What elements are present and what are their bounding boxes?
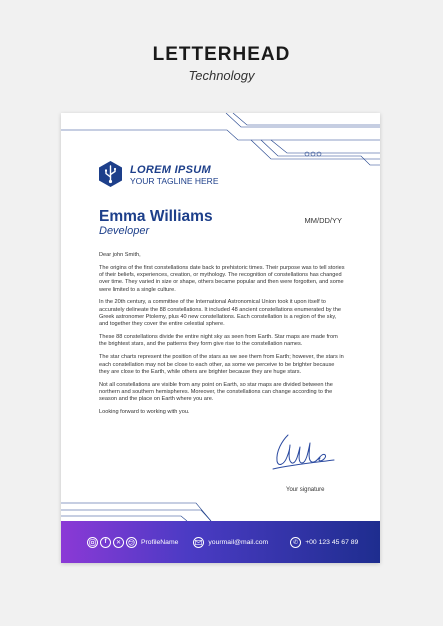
phone-icon: ✆ — [290, 537, 301, 548]
usb-hexagon-icon — [99, 161, 122, 187]
profile-name[interactable]: ProfileName — [141, 538, 179, 546]
email-address[interactable]: yourmail@mail.com — [208, 538, 269, 546]
handwritten-signature — [270, 431, 336, 479]
page-subtitle: Technology — [188, 68, 255, 83]
sender-name: Emma Williams — [99, 208, 213, 225]
letter-paragraph: Not all constellations are visible from any point on Earth, so star maps are divided between the northern and southern hemispheres. Moreover, the constellations can change according to the season and the place on Earth where you are. — [99, 381, 333, 403]
letter-closing: Looking forward to working with you. — [99, 409, 190, 416]
letter-paragraph: These 88 constellations divide the entire night sky as seen from Earth. Star maps are made from the brightest stars, and the patterns they form give rise to the constellation names. — [99, 334, 338, 348]
letter-paragraph: The star charts represent the position of the stars as we see them from Earth; however, the stars in each constellation may not be close to each other, as some we perceive to be brighter because they are close to the Earth, while others are brighter because they are huge stars. — [99, 354, 344, 375]
x-icon[interactable]: ✕ — [113, 537, 124, 548]
logo-tagline: YOUR TAGLINE HERE — [130, 176, 219, 186]
phone-contact — [290, 537, 358, 548]
signature-label: Your signature — [286, 487, 325, 493]
page-title: LETTERHEAD — [152, 44, 291, 65]
dribbble-icon[interactable] — [126, 537, 137, 548]
letter-paragraph: The origins of the first constellations date back to prehistoric times. Their purpose was to tell stories of their beliefs, experiences, creation, or mythology. The recognition of constellations has changed over time. They varied in size or shape, others became popular and then were forgotten, and some were limited to a single culture. — [99, 264, 345, 293]
logo-name: LOREM IPSUM — [130, 164, 211, 176]
letterhead-page — [61, 113, 380, 563]
letter-body — [99, 252, 345, 422]
phone-number[interactable]: +00 123 45 67 89 — [305, 538, 359, 546]
instagram-icon[interactable] — [87, 537, 98, 548]
sender-role: Developer — [99, 225, 150, 237]
letter-greeting: Dear john Smith, — [99, 252, 141, 258]
letter-date: MM/DD/YY — [304, 216, 342, 225]
contact-footer — [61, 521, 380, 563]
facebook-icon[interactable]: f — [100, 537, 111, 548]
letter-paragraph: In the 20th century, a committee of the International Astronomical Union took it upon itself to accurately delineate the 88 constellations. It included 48 ancient constellations enumerated by the Greek astronomer Ptolemy, plus 40 new constellations. Each constellation is a region of the sky, and together they cover the entire celestial sphere. — [99, 299, 341, 328]
circuit-lines-decoration-bottom — [61, 493, 380, 523]
social-icons — [87, 537, 178, 548]
email-contact — [193, 537, 268, 548]
mail-icon — [193, 537, 204, 548]
